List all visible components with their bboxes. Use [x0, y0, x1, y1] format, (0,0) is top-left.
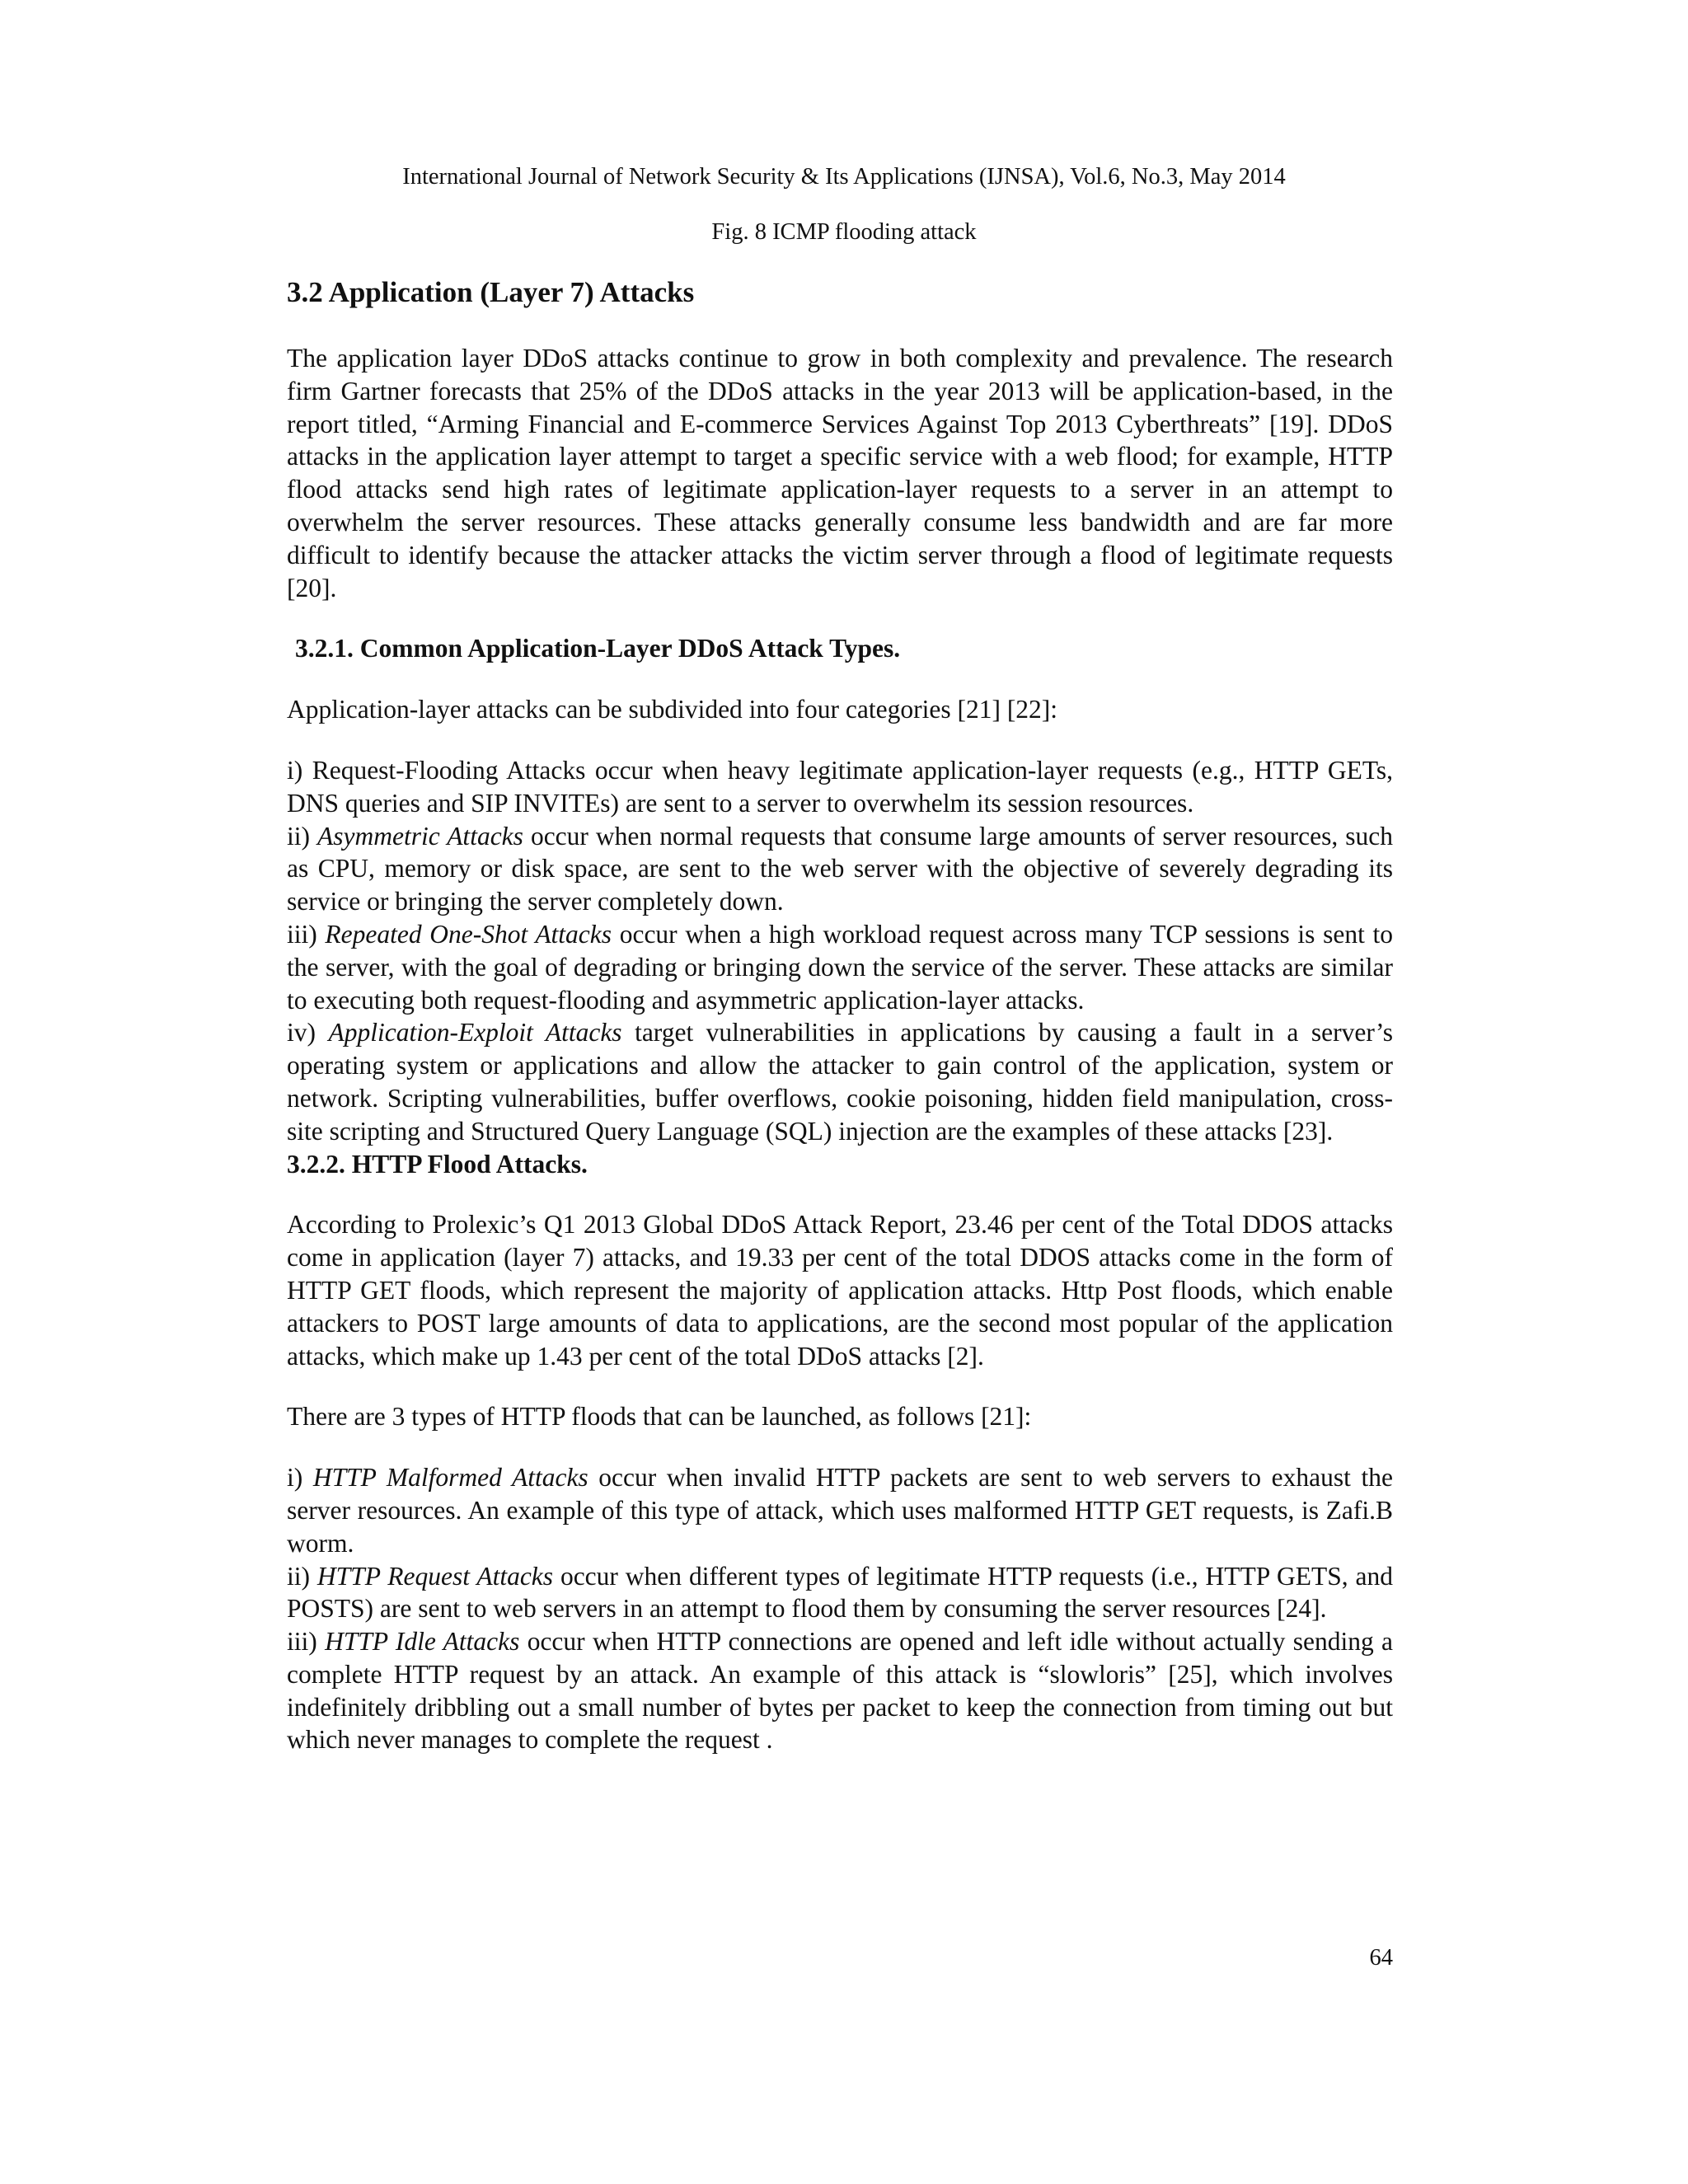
subsection-2-paragraph-2: There are 3 types of HTTP floods that can be launched, as follows [21]:: [287, 1402, 1032, 1432]
subsection-1-title: 3.2.1. Common Application-Layer DDoS Attack Types.: [295, 634, 901, 663]
subsection-2-title: 3.2.2. HTTP Flood Attacks.: [287, 1149, 588, 1179]
journal-header: International Journal of Network Security & Its Applications (IJNSA), Vol.6, No.3, May 2014: [402, 164, 1286, 190]
list-item-prefix: iii): [287, 919, 326, 949]
list-item-text: occur when HTTP connections are opened and left idle without actually sending a complete HTTP request by an attack. An example of this attack is “slowloris” [25], which involves indefinitely dribbling out a small number of bytes per packet to keep the connection from timing out but which never manages to complete the request .: [287, 1627, 1394, 1755]
list-item: [287, 1625, 1393, 1756]
list-item-term: HTTP Malformed Attacks: [312, 1463, 588, 1493]
list-item-prefix: ii): [287, 1561, 317, 1591]
list-item-text: target vulnerabilities in applications by causing a fault in a server’s operating system or applications and allow the attacker to gain control of the application, system or network. Scripting vulnerabilities, buffer overflows, cookie poisoning, hidden field manipulation, cross-site scripting and Structured Query Language (SQL) injection are the examples of these attacks [23].: [287, 1018, 1394, 1146]
section-intro-paragraph: The application layer DDoS attacks continue to grow in both complexity and prevalence. The research firm Gartner forecasts that 25% of the DDoS attacks in the year 2013 will be application-based, in the report titled, “Arming Financial and E-commerce Services Against Top 2013 Cyberthreats” [19]. DDoS attacks in the application layer attempt to target a specific service with a web flood; for example, HTTP flood attacks send high rates of legitimate application-layer requests to a server in an attempt to overwhelm the server resources. These attacks generally consume less bandwidth and are far more difficult to identify because the attacker attacks the victim server through a flood of legitimate requests [20].: [287, 344, 1393, 602]
list-item-prefix: ii): [287, 821, 318, 851]
figure-caption: Fig. 8 ICMP flooding attack: [711, 219, 977, 245]
page-number: 64: [1369, 1945, 1393, 1971]
list-item-text: occur when normal requests that consume large amounts of server resources, such as CPU, memory or disk space, are sent to the web server with the objective of severely degrading its service or bringing the server completely down.: [287, 821, 1393, 916]
body-content: [287, 274, 1393, 1756]
list-item-term: HTTP Idle Attacks: [325, 1627, 520, 1657]
list-item: [287, 918, 1393, 1016]
list-item: [287, 1461, 1393, 1559]
list-item-prefix: i): [287, 755, 312, 785]
list-item-prefix: iv): [287, 1018, 329, 1047]
attack-categories-list: [287, 754, 1393, 1148]
list-item: [287, 1016, 1393, 1147]
list-item-prefix: iii): [287, 1627, 326, 1657]
list-item: [287, 1560, 1393, 1626]
list-item-text: occur when different types of legitimate HTTP requests (i.e., HTTP GETS, and POSTS) are sent to web servers in an attempt to flood them by consuming the server resources [24].: [287, 1561, 1393, 1624]
list-item-text: occur when a high workload request across many TCP sessions is sent to the server, with the goal of degrading or bringing down the service of the server. These attacks are similar to executing both request-flooding and asymmetric application-layer attacks.: [287, 919, 1393, 1015]
section-title: 3.2 Application (Layer 7) Attacks: [287, 276, 695, 308]
list-item-term: HTTP Request Attacks: [316, 1561, 554, 1591]
subsection-1-intro: Application-layer attacks can be subdivided into four categories [21] [22]:: [287, 695, 1058, 724]
http-flood-types-list: [287, 1461, 1393, 1756]
list-item-text: occur when invalid HTTP packets are sent to web servers to exhaust the server resources. An example of this type of attack, which uses malformed HTTP GET requests, is Zafi.B worm.: [287, 1463, 1393, 1558]
list-item-term: Asymmetric Attacks: [317, 821, 523, 851]
list-item-prefix: i): [287, 1463, 313, 1493]
list-item-term: Repeated One-Shot Attacks: [325, 919, 612, 949]
list-item-text: Request-Flooding Attacks occur when heavy legitimate application-layer requests (e.g., HTTP GETs, DNS queries and SIP INVITEs) are sent to a server to overwhelm its session resources.: [287, 755, 1393, 818]
list-item: [287, 754, 1393, 820]
subsection-2-paragraph-1: According to Prolexic’s Q1 2013 Global DDoS Attack Report, 23.46 per cent of the Total DDOS attacks come in application (layer 7) attacks, and 19.33 per cent of the total DDOS attacks come in the form of HTTP GET floods, which represent the majority of application attacks. Http Post floods, which enable attackers to POST large amounts of data to applications, are the second most popular of the application attacks, which make up 1.43 per cent of the total DDoS attacks [2].: [287, 1210, 1393, 1371]
list-item-term: Application-Exploit Attacks: [328, 1018, 622, 1047]
list-item: [287, 820, 1393, 918]
